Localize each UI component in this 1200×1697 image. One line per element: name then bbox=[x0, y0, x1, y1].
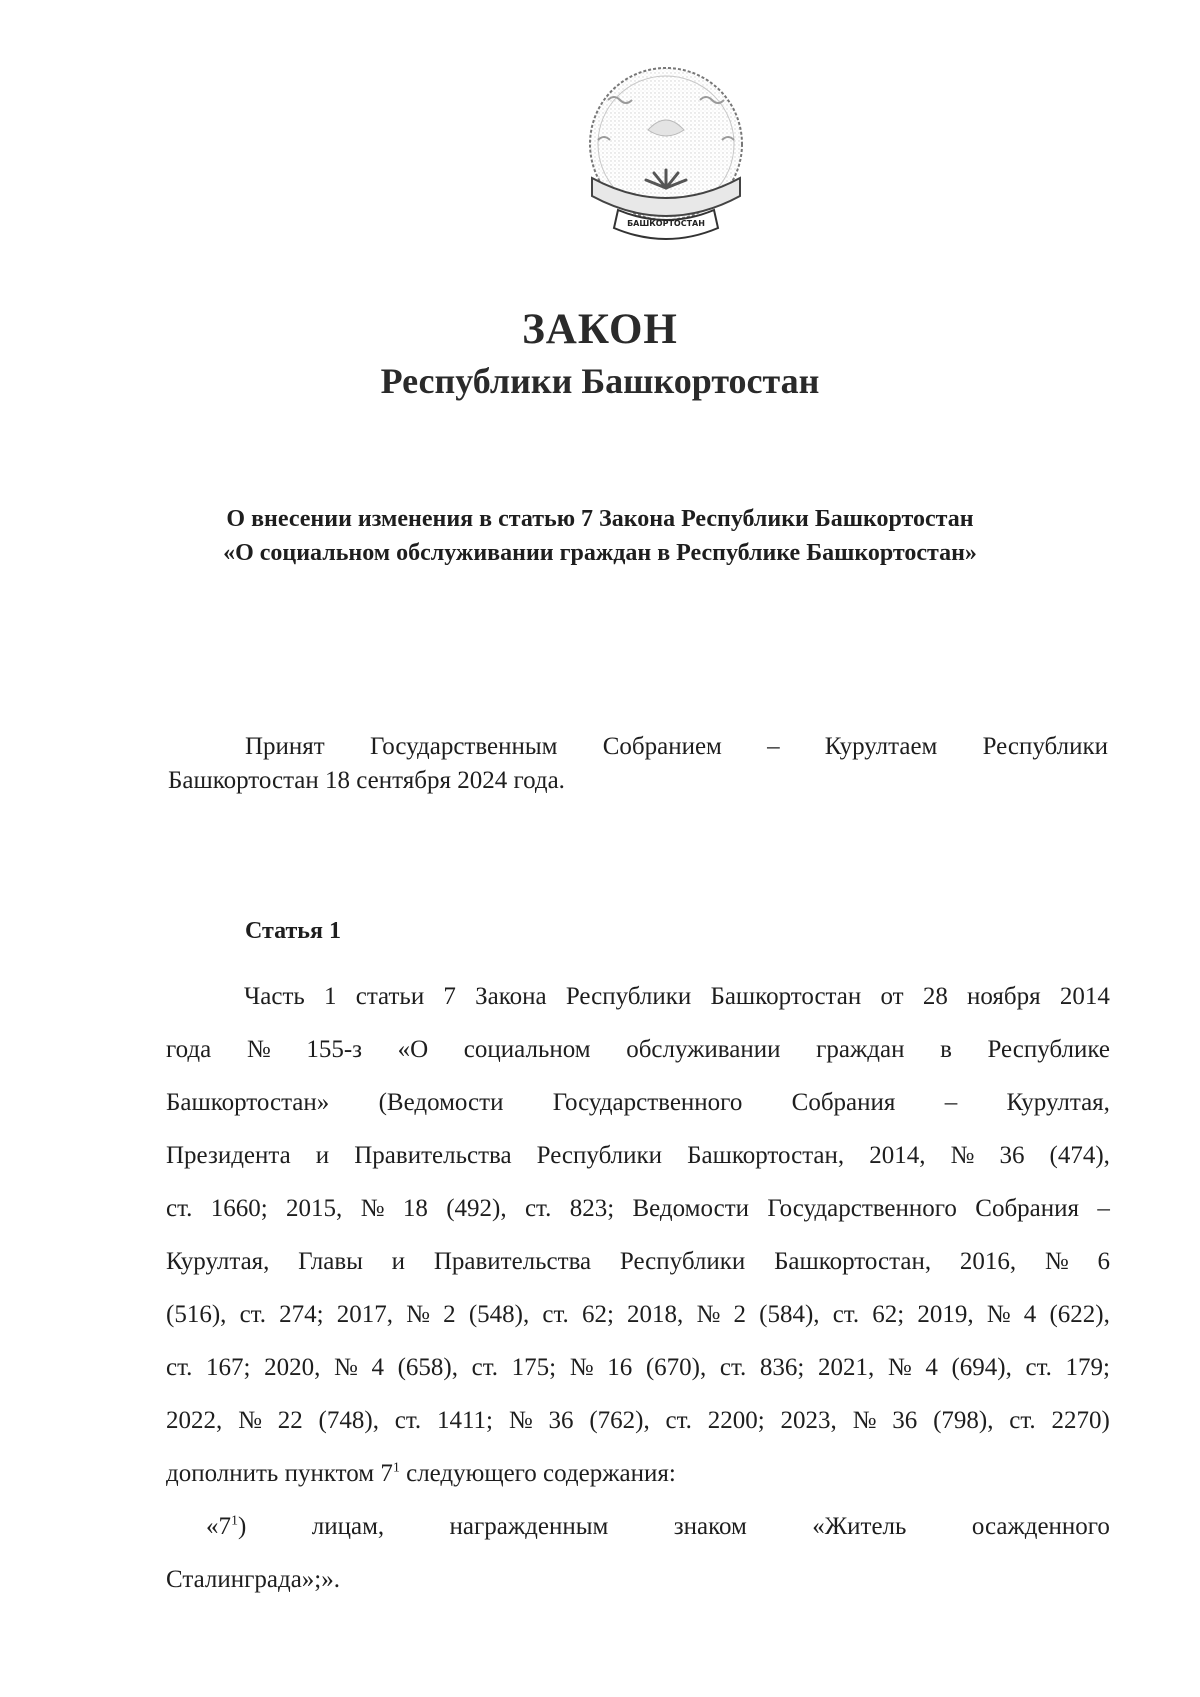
article-word: года bbox=[166, 1036, 212, 1063]
article-word: № bbox=[360, 1195, 385, 1222]
law-subject-line-2: «О социальном обслуживании граждан в Республике Башкортостан» bbox=[223, 540, 977, 566]
article-word: 36 bbox=[892, 1407, 918, 1434]
article-word: от bbox=[880, 983, 904, 1010]
last-line-text: дополнить пунктом 7 bbox=[166, 1460, 393, 1487]
article-word: № bbox=[238, 1407, 262, 1434]
article-word: (548), bbox=[468, 1301, 530, 1328]
article-1-line bbox=[166, 1288, 1110, 1341]
article-word: № bbox=[887, 1354, 912, 1381]
article-1-last-line bbox=[166, 1447, 1110, 1500]
article-1-line bbox=[166, 1235, 1110, 1288]
article-word: 28 bbox=[922, 983, 948, 1010]
article-word: (622), bbox=[1049, 1301, 1110, 1328]
article-word: и bbox=[391, 1248, 406, 1275]
article-word: № bbox=[246, 1036, 271, 1063]
article-word: (670), bbox=[645, 1354, 707, 1381]
article-word: (762), bbox=[589, 1407, 650, 1434]
quote-word: лицам, bbox=[311, 1513, 385, 1540]
article-word: № bbox=[986, 1301, 1011, 1328]
republic-of-bashkortostan-coat-of-arms-icon bbox=[578, 60, 754, 248]
article-word: № bbox=[1044, 1248, 1069, 1275]
article-word: 2270) bbox=[1051, 1407, 1110, 1434]
article-1-line bbox=[166, 1394, 1110, 1447]
quote-word: награжденным bbox=[449, 1513, 609, 1540]
article-word: 22 bbox=[277, 1407, 303, 1434]
article-word: 2022, bbox=[166, 1407, 223, 1434]
article-word: ст. bbox=[1025, 1354, 1052, 1381]
article-word: Собрания bbox=[975, 1195, 1080, 1222]
article-word: Республики bbox=[536, 1142, 663, 1169]
article-word: 167; bbox=[206, 1354, 251, 1381]
article-word: Президента bbox=[166, 1142, 291, 1169]
adoption-word: Республики bbox=[982, 733, 1108, 760]
article-word: 4 bbox=[371, 1354, 384, 1381]
article-word: (658), bbox=[397, 1354, 458, 1381]
article-word: 7 bbox=[443, 983, 456, 1010]
article-word: 175; bbox=[511, 1354, 557, 1381]
article-word: № bbox=[950, 1142, 975, 1169]
article-word: (Ведомости bbox=[378, 1089, 504, 1116]
article-word: 2 bbox=[443, 1301, 456, 1328]
article-1-line bbox=[166, 970, 1110, 1023]
article-word: 62; bbox=[872, 1301, 905, 1328]
article-word: ст. bbox=[166, 1195, 193, 1222]
article-1-line bbox=[166, 1182, 1110, 1235]
article-word: 2019, bbox=[917, 1301, 974, 1328]
article-word: Главы bbox=[298, 1248, 363, 1275]
last-line-text: следующего содержания: bbox=[399, 1460, 676, 1487]
article-word: ст. bbox=[471, 1354, 499, 1381]
article-word: 823; bbox=[569, 1195, 615, 1222]
article-word: № bbox=[333, 1354, 358, 1381]
adoption-word: – bbox=[767, 733, 780, 760]
article-word: 1 bbox=[324, 983, 337, 1010]
adoption-line-2: Башкортостан 18 сентября 2024 года. bbox=[168, 767, 565, 794]
amendment-quote-line-1 bbox=[166, 1500, 1110, 1553]
article-word: Башкортостан, bbox=[774, 1248, 932, 1275]
article-word: и bbox=[315, 1142, 330, 1169]
article-word: Башкортостан bbox=[710, 983, 862, 1010]
article-word: Курултая, bbox=[166, 1248, 270, 1275]
article-word: 62; bbox=[581, 1301, 614, 1328]
emblem-ribbon-text: БАШКОРТОСТАН bbox=[627, 219, 705, 228]
article-word: Республике bbox=[987, 1036, 1110, 1063]
article-word: 1660; bbox=[210, 1195, 268, 1222]
article-word: «О bbox=[397, 1036, 429, 1063]
article-word: ст. bbox=[719, 1354, 747, 1381]
article-word: 2014 bbox=[1059, 983, 1110, 1010]
article-word: ст. bbox=[665, 1407, 692, 1434]
article-word: (516), bbox=[166, 1301, 227, 1328]
article-word: (798), bbox=[933, 1407, 994, 1434]
article-word: 2023, bbox=[780, 1407, 837, 1434]
article-word: 2014, bbox=[869, 1142, 926, 1169]
article-word: ст. bbox=[166, 1354, 193, 1381]
article-word: 2018, bbox=[627, 1301, 684, 1328]
article-word: № bbox=[569, 1354, 594, 1381]
article-word: Башкортостан, bbox=[687, 1142, 845, 1169]
article-word: 2 bbox=[733, 1301, 746, 1328]
article-word: 4 bbox=[1023, 1301, 1037, 1328]
article-word: Часть bbox=[244, 983, 305, 1010]
quote-word: «Житель bbox=[812, 1513, 907, 1540]
adoption-word: Курултаем bbox=[824, 733, 938, 760]
article-word: (492), bbox=[446, 1195, 507, 1222]
article-1-heading: Статья 1 bbox=[245, 918, 341, 944]
article-word: Курултая, bbox=[1006, 1089, 1110, 1116]
law-subject-line-1: О внесении изменения в статью 7 Закона Республики Башкортостан bbox=[226, 506, 974, 532]
article-word: Государственного bbox=[552, 1089, 743, 1116]
article-word: 2015, bbox=[286, 1195, 343, 1222]
article-word: 36 bbox=[548, 1407, 574, 1434]
article-1-line bbox=[166, 1076, 1110, 1129]
amendment-quote-line-2: Сталинграда»;». bbox=[166, 1566, 340, 1593]
quote-word: знаком bbox=[673, 1513, 747, 1540]
article-word: ст. bbox=[239, 1301, 266, 1328]
article-word: (584), bbox=[759, 1301, 820, 1328]
law-subject bbox=[120, 502, 1080, 570]
article-word: в bbox=[940, 1036, 952, 1063]
article-word: 155-з bbox=[306, 1036, 363, 1063]
article-word: социальном bbox=[463, 1036, 591, 1063]
adoption-word: Собранием bbox=[602, 733, 722, 760]
article-word: ст. bbox=[524, 1195, 552, 1222]
superscript: 1 bbox=[231, 1513, 238, 1529]
article-word: обслуживании bbox=[626, 1036, 781, 1063]
article-word: Республики bbox=[565, 983, 692, 1010]
article-word: Закона bbox=[475, 983, 547, 1010]
adoption-word: Государственным bbox=[369, 733, 558, 760]
superscript: 1 bbox=[392, 1460, 400, 1476]
article-word: Ведомости bbox=[632, 1195, 750, 1222]
article-word: 18 bbox=[402, 1195, 428, 1222]
article-word: ст. bbox=[832, 1301, 860, 1328]
amendment-item-number bbox=[206, 1500, 246, 1553]
article-word: ст. bbox=[542, 1301, 569, 1328]
article-word: Правительства bbox=[433, 1248, 592, 1275]
article-word: № bbox=[508, 1407, 533, 1434]
article-word: – bbox=[1097, 1195, 1110, 1222]
law-republic-title: Республики Башкортостан bbox=[380, 361, 820, 401]
article-word: 16 bbox=[607, 1354, 633, 1381]
article-word: Собрания bbox=[791, 1089, 896, 1116]
article-word: 836; bbox=[759, 1354, 805, 1381]
article-word: ст. bbox=[394, 1407, 422, 1434]
article-word: граждан bbox=[816, 1036, 905, 1063]
article-word: ст. bbox=[1009, 1407, 1036, 1434]
adoption-line-1 bbox=[168, 730, 1108, 764]
adoption-word: Принят bbox=[245, 733, 325, 760]
quote-word: осажденного bbox=[971, 1513, 1110, 1540]
article-1-line bbox=[166, 1129, 1110, 1182]
article-word: 36 bbox=[999, 1142, 1025, 1169]
quote-close: ) bbox=[238, 1513, 247, 1540]
article-word: 2017, bbox=[336, 1301, 393, 1328]
article-word: 2020, bbox=[264, 1354, 321, 1381]
article-word: (748), bbox=[318, 1407, 379, 1434]
article-word: 2200; bbox=[707, 1407, 765, 1434]
article-1-line bbox=[166, 1341, 1110, 1394]
article-word: 2021, bbox=[817, 1354, 875, 1381]
article-1-line bbox=[166, 1023, 1110, 1076]
article-word: Башкортостан» bbox=[166, 1089, 330, 1116]
article-word: № bbox=[406, 1301, 430, 1328]
article-word: 179; bbox=[1065, 1354, 1110, 1381]
quote-open: «7 bbox=[206, 1513, 231, 1540]
law-title: ЗАКОН bbox=[522, 306, 678, 353]
article-word: статьи bbox=[355, 983, 425, 1010]
article-word: – bbox=[944, 1089, 958, 1116]
article-word: (474), bbox=[1049, 1142, 1110, 1169]
article-word: ноября bbox=[967, 983, 1041, 1010]
article-word: Республики bbox=[619, 1248, 746, 1275]
article-word: 1411; bbox=[436, 1407, 494, 1434]
article-word: 2016, bbox=[959, 1248, 1017, 1275]
article-word: (694), bbox=[951, 1354, 1012, 1381]
adoption-statement bbox=[168, 730, 1108, 798]
article-word: 4 bbox=[925, 1354, 938, 1381]
article-word: Государственного bbox=[767, 1195, 957, 1222]
article-word: 6 bbox=[1097, 1248, 1110, 1275]
article-1-body bbox=[166, 970, 1110, 1606]
article-word: № bbox=[696, 1301, 721, 1328]
article-word: № bbox=[852, 1407, 877, 1434]
article-word: 274; bbox=[279, 1301, 324, 1328]
article-word: Правительства bbox=[354, 1142, 512, 1169]
